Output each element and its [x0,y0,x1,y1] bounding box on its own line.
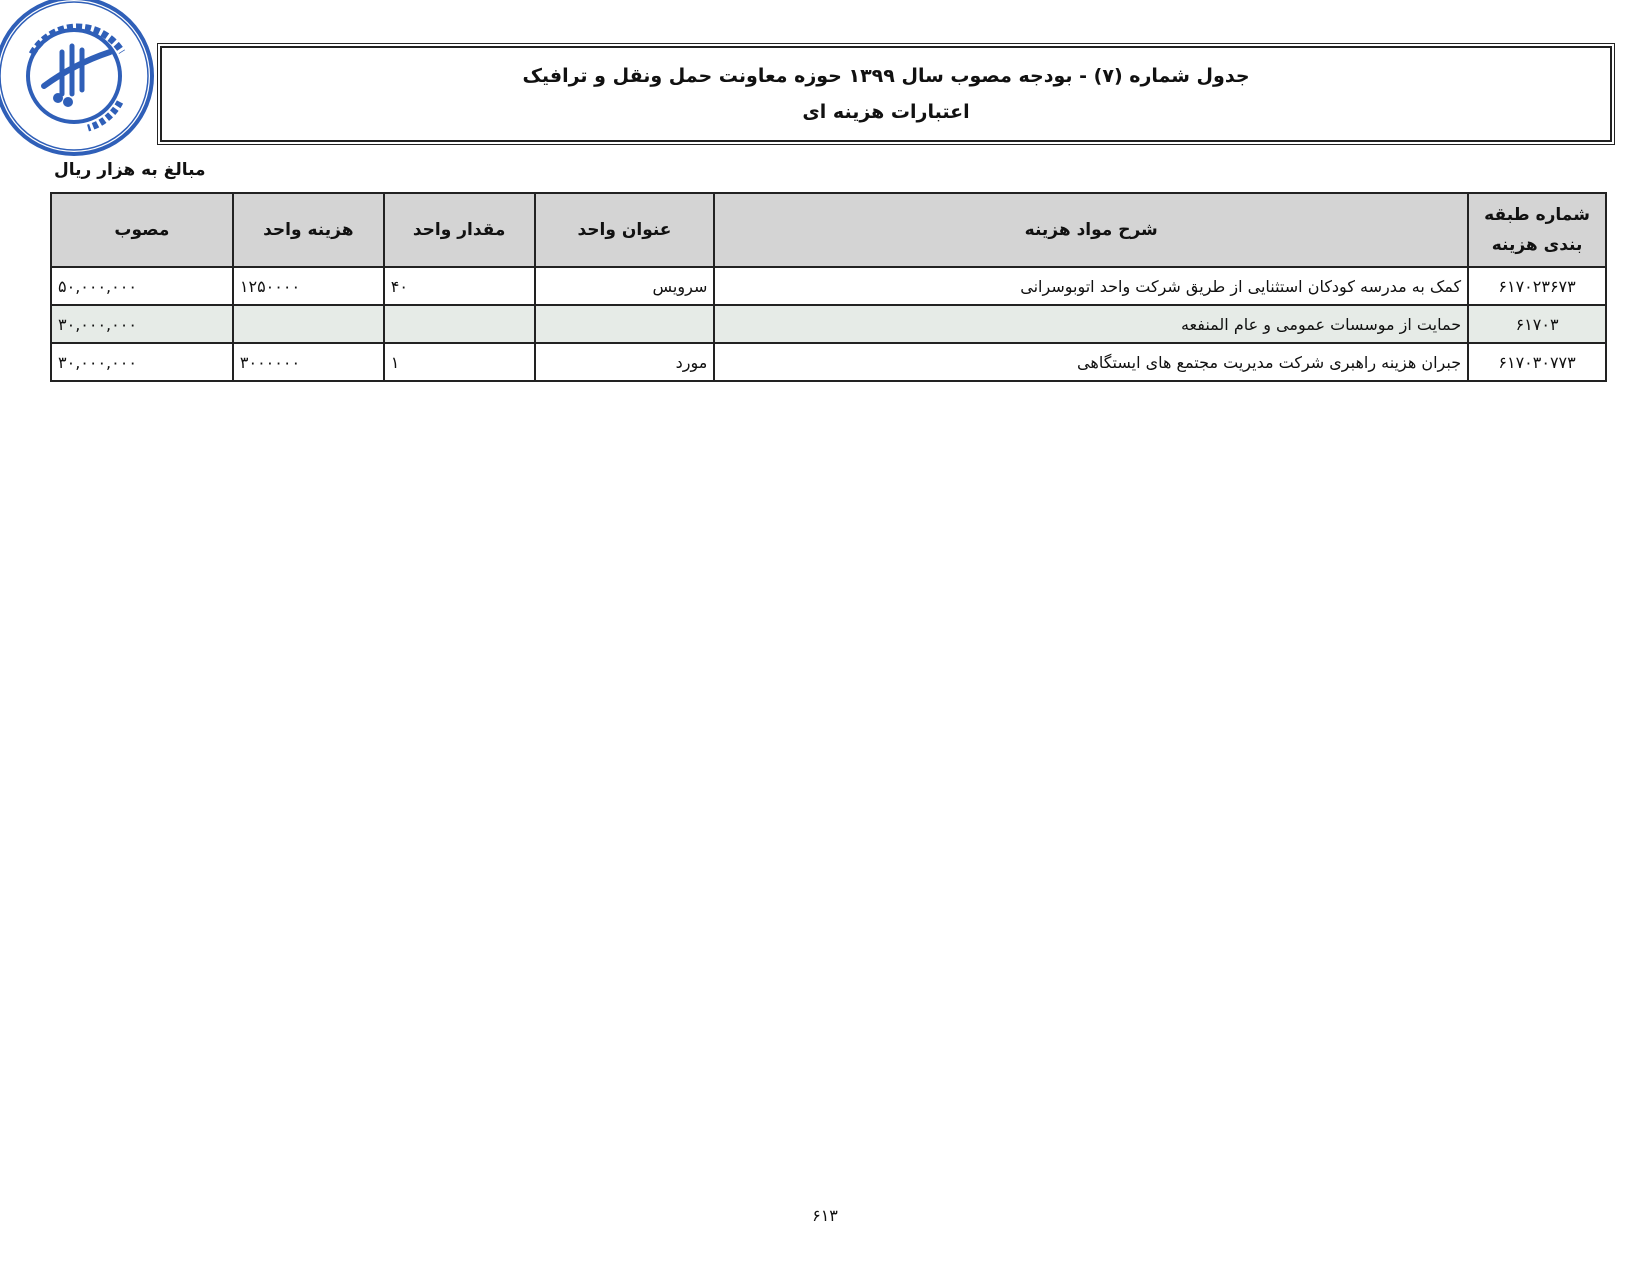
cell-unit-cost: ۱۲۵۰۰۰۰ [233,267,384,305]
document-title: جدول شماره (۷) - بودجه مصوب سال ۱۳۹۹ حوزه معاونت حمل ونقل و ترافیک [522,65,1250,87]
council-seal-logo [0,0,156,158]
currency-units-note: مبالغ به هزار ریال [54,160,206,180]
table-row [51,305,1606,343]
document-header [160,46,1612,142]
cell-approved: ۵۰,۰۰۰,۰۰۰ [51,267,233,305]
cell-code: ۶۱۷۰۳ [1468,305,1606,343]
cell-unit-title [535,305,715,343]
cell-description: کمک به مدرسه کودکان استثنایی از طریق شرکت واحد اتوبوسرانی [714,267,1468,305]
table-row [51,267,1606,305]
cell-approved: ۳۰,۰۰۰,۰۰۰ [51,305,233,343]
cell-approved: ۳۰,۰۰۰,۰۰۰ [51,343,233,381]
header-code: شماره طبقه بندی هزینه [1468,193,1606,267]
header-description: شرح مواد هزینه [714,193,1468,267]
budget-table [50,192,1607,382]
header-approved: مصوب [51,193,233,267]
cell-unit-quantity: ۱ [384,343,535,381]
page-number: ۶۱۳ [812,1206,838,1225]
cell-unit-quantity [384,305,535,343]
table-header-row [51,193,1606,267]
header-unit-title: عنوان واحد [535,193,715,267]
cell-unit-cost [233,305,384,343]
cell-unit-title: مورد [535,343,715,381]
cell-code: ۶۱۷۰۲۳۶۷۳ [1468,267,1606,305]
document-subtitle: اعتبارات هزینه ای [802,101,970,123]
cell-unit-title: سرویس [535,267,715,305]
header-unit-quantity: مقدار واحد [384,193,535,267]
header-unit-cost: هزینه واحد [233,193,384,267]
cell-code: ۶۱۷۰۳۰۷۷۳ [1468,343,1606,381]
table-row [51,343,1606,381]
cell-unit-cost: ۳۰۰۰۰۰۰ [233,343,384,381]
cell-unit-quantity: ۴۰ [384,267,535,305]
cell-description: حمایت از موسسات عمومی و عام المنفعه [714,305,1468,343]
cell-description: جبران هزینه راهبری شرکت مدیریت مجتمع های ایستگاهی [714,343,1468,381]
